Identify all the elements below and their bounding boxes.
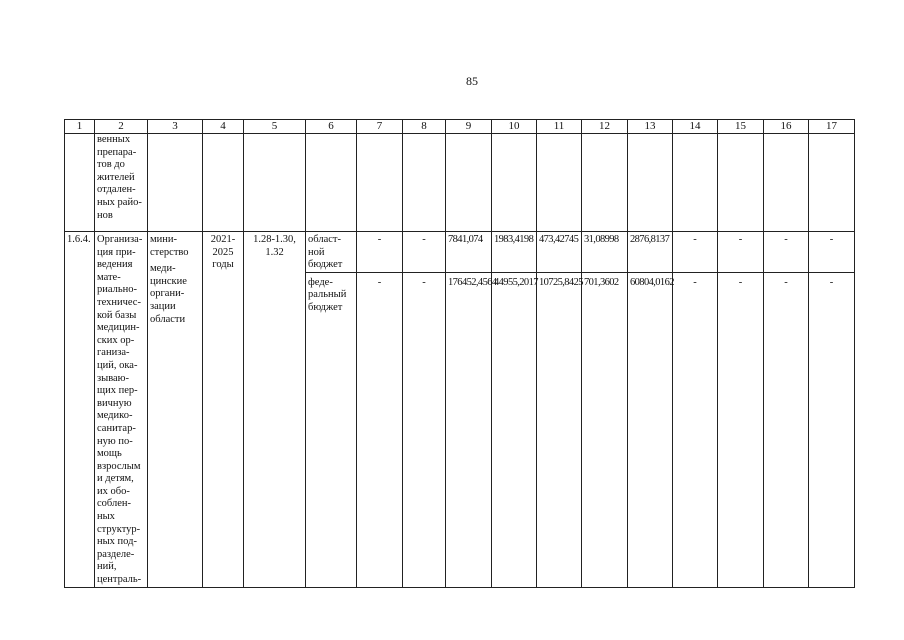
name-line: взрослым [97, 460, 141, 472]
data-table [64, 119, 855, 588]
header-row [65, 120, 855, 134]
name-line: ний, [97, 561, 117, 573]
name-line: мате- [97, 271, 121, 283]
name-line: отдален- [97, 184, 136, 196]
name-line: препара- [97, 146, 137, 158]
col-header: 15 [718, 120, 764, 134]
name-line: ведения [97, 259, 133, 271]
name-line: санитар- [97, 422, 136, 434]
value-cell: - [403, 272, 446, 587]
period-line: 2025 [212, 246, 234, 258]
source-line: ральный [308, 289, 347, 301]
name-line: зываю- [97, 372, 130, 384]
name-line: ция при- [97, 246, 136, 258]
name-line: медико- [97, 410, 133, 422]
source-line: област- [308, 234, 341, 245]
name-line: их обо- [97, 485, 130, 497]
period-line: годы [212, 259, 234, 271]
value-cell: 60804,0162 [628, 272, 673, 587]
col-header: 17 [809, 120, 855, 134]
name-line: медицин- [97, 322, 140, 334]
col-header: 5 [244, 120, 306, 134]
source-line: бюджет [308, 259, 343, 271]
executor-line: стерство [150, 246, 189, 258]
value-cell: - [718, 272, 764, 587]
executor-line: цинские [150, 275, 187, 287]
col-header: 12 [582, 120, 628, 134]
page-number: 85 [466, 74, 478, 88]
item-number: 1.6.4. [65, 232, 95, 588]
value-cell: 44955,2017 [492, 272, 537, 587]
name-line: ганиза- [97, 347, 130, 359]
col-header: 2 [95, 120, 148, 134]
name-line: ных [97, 511, 115, 523]
col-header: 1 [65, 120, 95, 134]
value-cell: 10725,8425 [537, 272, 582, 587]
name-line: Организа- [97, 234, 143, 245]
name-line: структур- [97, 523, 141, 535]
indicator-line: 1.28-1.30, [253, 234, 296, 245]
continued-name [95, 134, 148, 232]
name-line: ных под- [97, 536, 137, 548]
value-cell: 2876,8137 [628, 232, 673, 273]
value-cell: 176452,4564 [446, 272, 492, 587]
col-header: 7 [357, 120, 403, 134]
name-line: мощь [97, 448, 122, 460]
value-cell: - [673, 272, 718, 587]
col-header: 4 [203, 120, 244, 134]
name-line: соблен- [97, 498, 132, 510]
funding-source [306, 272, 357, 587]
value-cell: - [357, 272, 403, 587]
name-line: нов [97, 209, 113, 221]
col-header: 14 [673, 120, 718, 134]
indicator-line: 1.32 [265, 246, 284, 258]
name-line: ных райо- [97, 196, 142, 208]
col-header: 13 [628, 120, 673, 134]
period [203, 232, 244, 588]
value-cell: 31,08998 [582, 232, 628, 273]
name-line: риально- [97, 284, 138, 296]
source-line: бюджет [308, 301, 343, 313]
executor-line: зации [150, 300, 176, 312]
value-cell: - [718, 232, 764, 273]
value-cell: 7841,074 [446, 232, 492, 273]
name-line: ную по- [97, 435, 133, 447]
col-header: 9 [446, 120, 492, 134]
name-line: ских ор- [97, 334, 135, 346]
col-header: 6 [306, 120, 357, 134]
name-line: щих пер- [97, 385, 138, 397]
col-header: 3 [148, 120, 203, 134]
funding-source [306, 232, 357, 273]
value-cell: 1983,4198 [492, 232, 537, 273]
value-cell: - [357, 232, 403, 273]
executor-line: области [150, 313, 186, 325]
source-line: ной [308, 246, 325, 258]
name-line: тов до [97, 159, 125, 171]
value-cell: - [809, 272, 855, 587]
col-header: 11 [537, 120, 582, 134]
name-line: ций, ока- [97, 359, 138, 371]
continued-row [65, 134, 855, 232]
value-cell: - [673, 232, 718, 273]
name-line: и детям, [97, 473, 134, 485]
col-header: 8 [403, 120, 446, 134]
executor-line: меди- [150, 263, 176, 275]
item-name [95, 232, 148, 588]
budget-row-regional [65, 232, 855, 273]
value-cell: - [809, 232, 855, 273]
name-line: вичную [97, 397, 132, 409]
period-line: 2021- [210, 234, 236, 245]
name-line: техничес- [97, 296, 141, 308]
name-line: разделе- [97, 548, 135, 560]
value-cell: - [764, 232, 809, 273]
name-line: кой базы [97, 309, 137, 321]
executor-line: органи- [150, 288, 185, 300]
name-line: централь- [97, 574, 142, 586]
value-cell: 473,42745 [537, 232, 582, 273]
col-header: 10 [492, 120, 537, 134]
executor [148, 232, 203, 588]
name-line: венных [97, 134, 131, 145]
col-header: 16 [764, 120, 809, 134]
value-cell: - [403, 232, 446, 273]
indicators [244, 232, 306, 588]
value-cell: - [764, 272, 809, 587]
name-line: жителей [97, 171, 135, 183]
value-cell: 701,3602 [582, 272, 628, 587]
executor-line: мини- [150, 234, 177, 245]
source-line: феде- [308, 276, 333, 288]
